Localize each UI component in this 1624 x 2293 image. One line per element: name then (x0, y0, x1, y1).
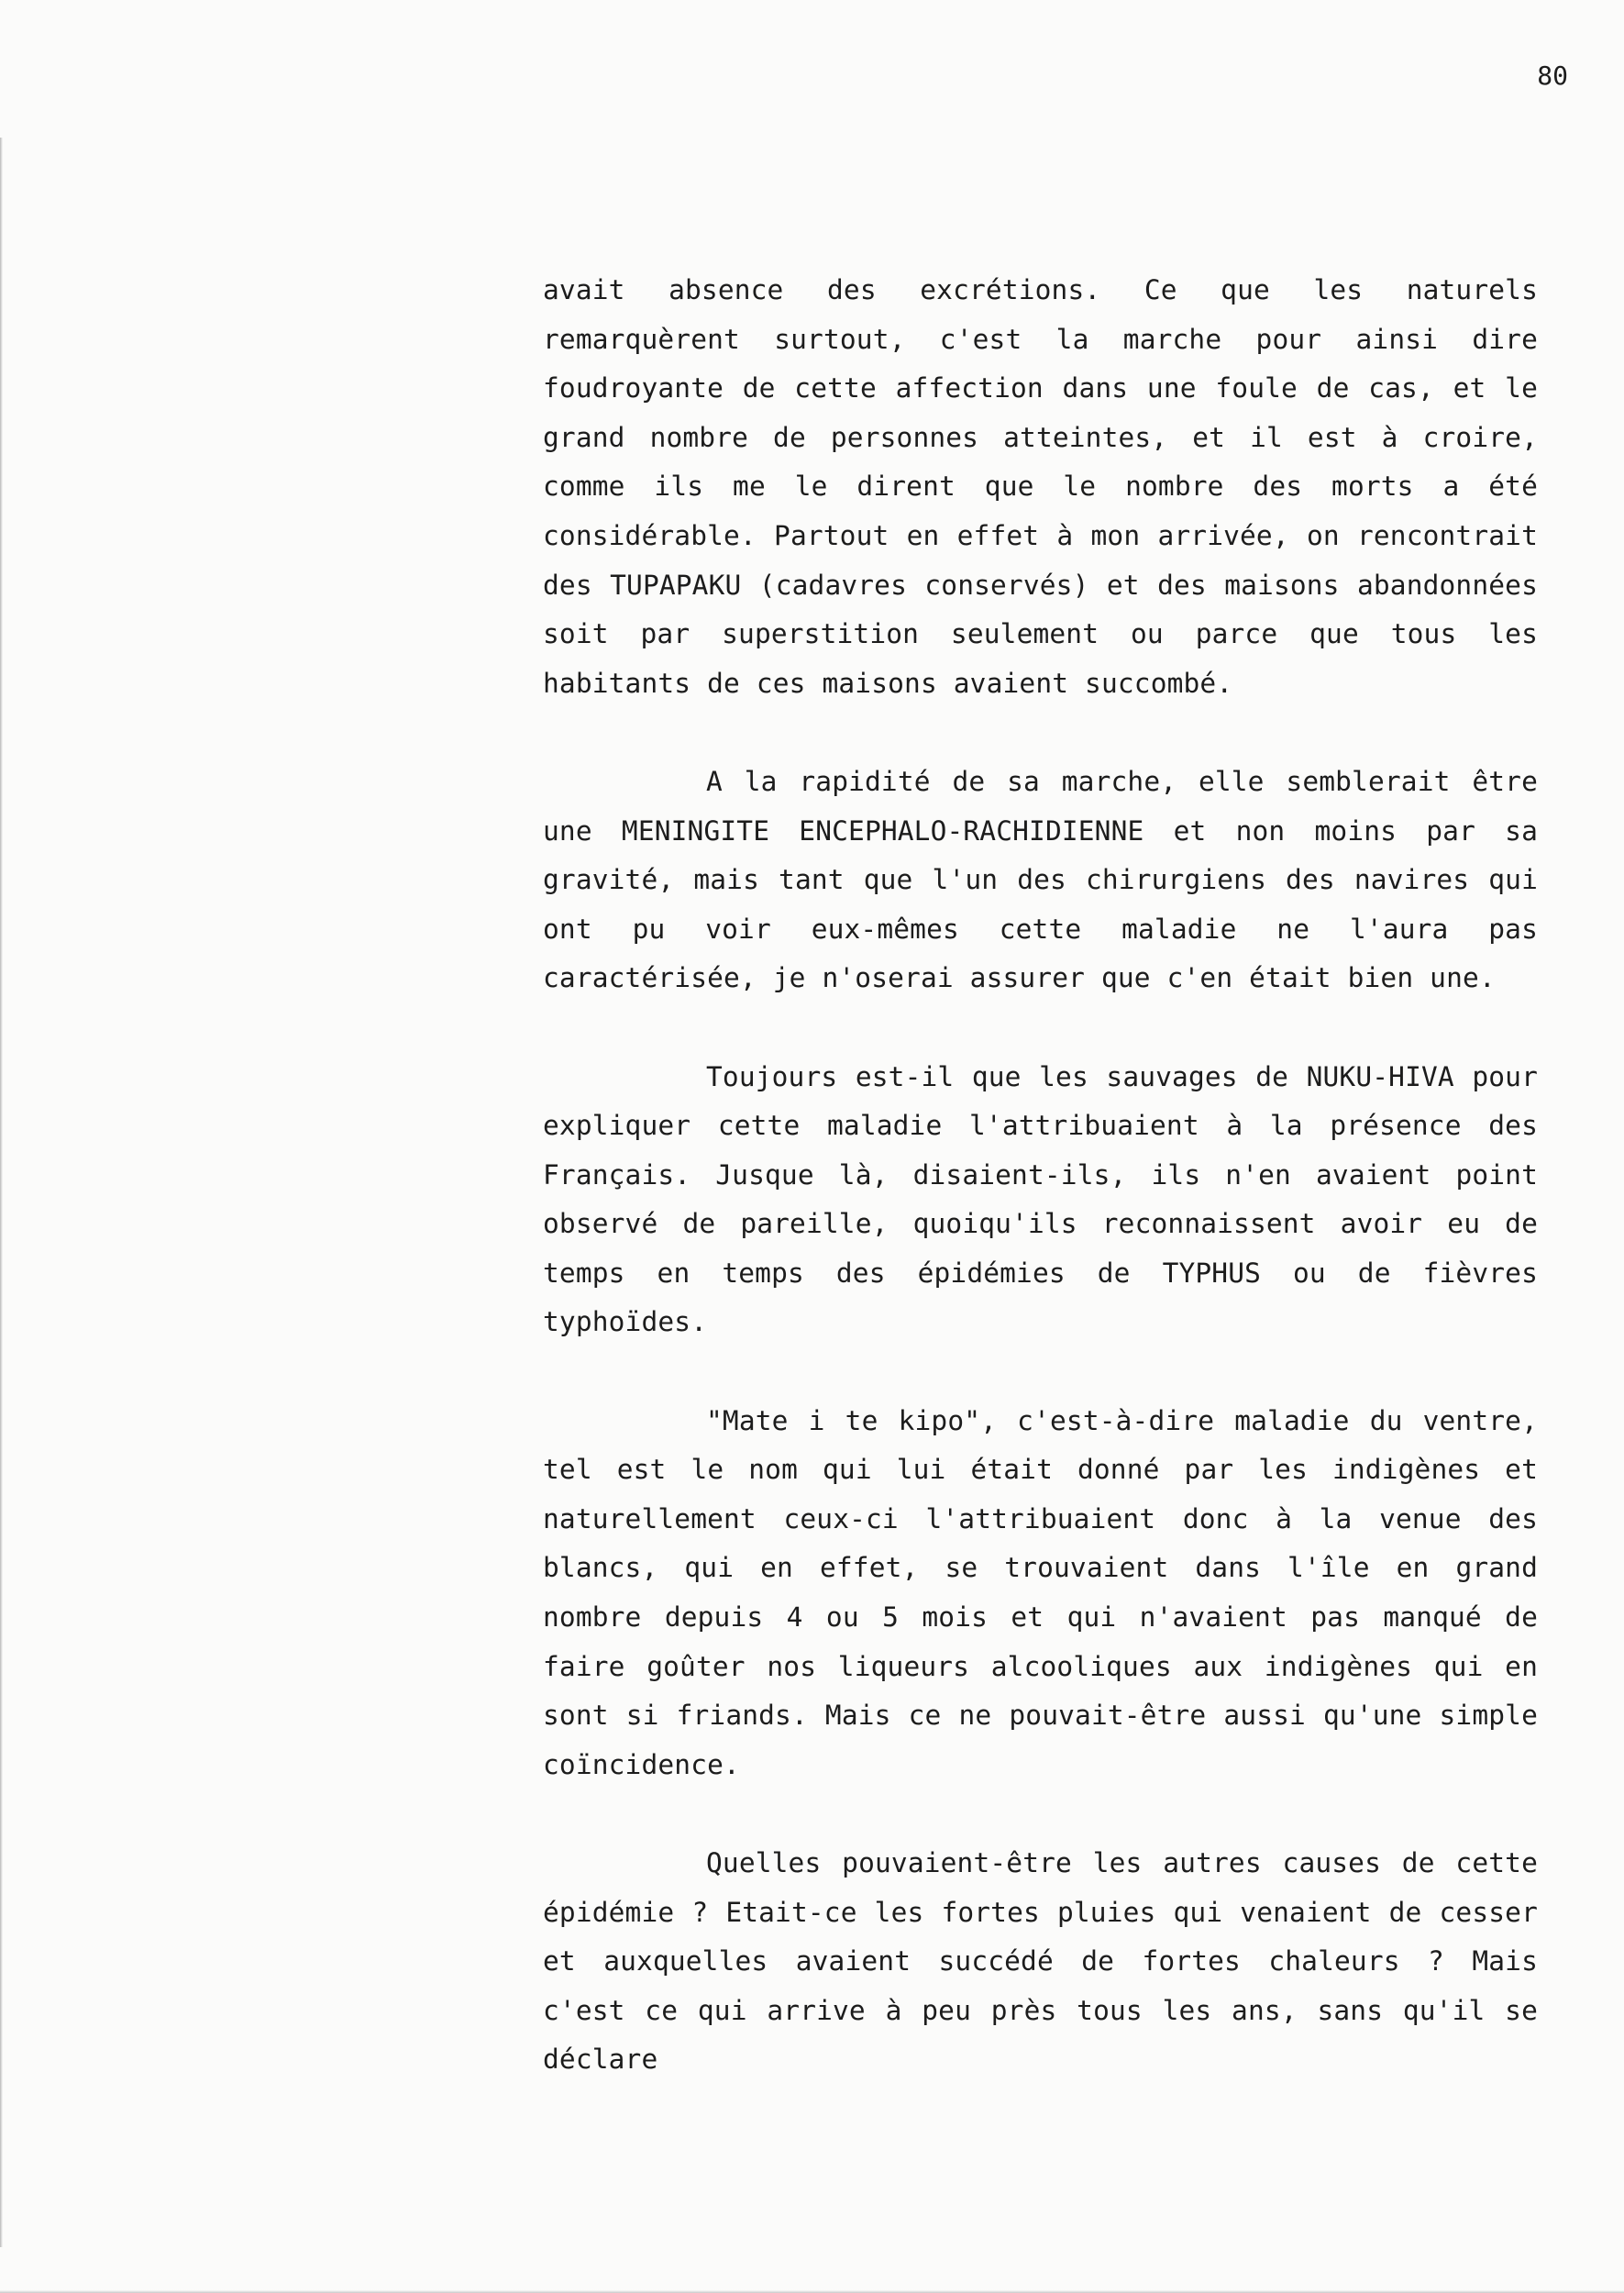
paragraph-5: Quelles pouvaient-être les autres causes de cette épidémie ? Etait-ce les fortes pluies qui venaient de cesser et auxquelles avaient succédé de fortes chaleurs ? Mais c'est ce qui arrive à peu près tous les ans, sans qu'il se déclare (543, 1847, 1538, 2076)
paragraph-3: Toujours est-il que les sauvages de NUKU-HIVA pour expliquer cette maladie l'attribuaient à la présence des Français. Jusque là, disaient-ils, ils n'en avaient point observé de pareille, quoiqu'ils reconnaissent avoir eu de temps en temps des épidémies de TYPHUS ou de fièvres typhoïdes. (543, 1060, 1538, 1338)
paragraph-1: avait absence des excrétions. Ce que les naturels remarquèrent surtout, c'est la marche pour ainsi dire foudroyante de cette affection dans une foule de cas, et le grand nombre de personnes atteintes, et il est à croire, comme ils me le dirent que le nombre des morts a été considérable. Partout en effet à mon arrivée, on rencontrait des TUPAPAKU (cadavres conservés) et des maisons abandonnées soit par superstition seulement ou parce que tous les habitants de ces maisons avaient succombé. (543, 274, 1538, 699)
paragraph-4: "Mate i te kipo", c'est-à-dire maladie du ventre, tel est le nom qui lui était donné par les indigènes et naturellement ceux-ci l'attribuaient donc à la venue des blancs, qui en effet, se trouvaient dans l'île en grand nombre depuis 4 ou 5 mois et qui n'avaient pas manqué de faire goûter nos liqueurs alcooliques aux indigènes qui en sont si friands. Mais ce ne pouvait-être aussi qu'une simple coïncidence. (543, 1404, 1538, 1780)
paragraph-2: A la rapidité de sa marche, elle semblerait être une MENINGITE ENCEPHALO-RACHIDIENNE et non moins par sa gravité, mais tant que l'un des chirurgiens des navires qui ont pu voir eux-mêmes cette maladie ne l'aura pas caractérisée, je n'oserai assurer que c'en était bien une. (543, 765, 1538, 994)
body-text (543, 266, 1538, 2085)
binding-edge-shadow (0, 138, 3, 2247)
page-number: 80 (1537, 61, 1568, 91)
